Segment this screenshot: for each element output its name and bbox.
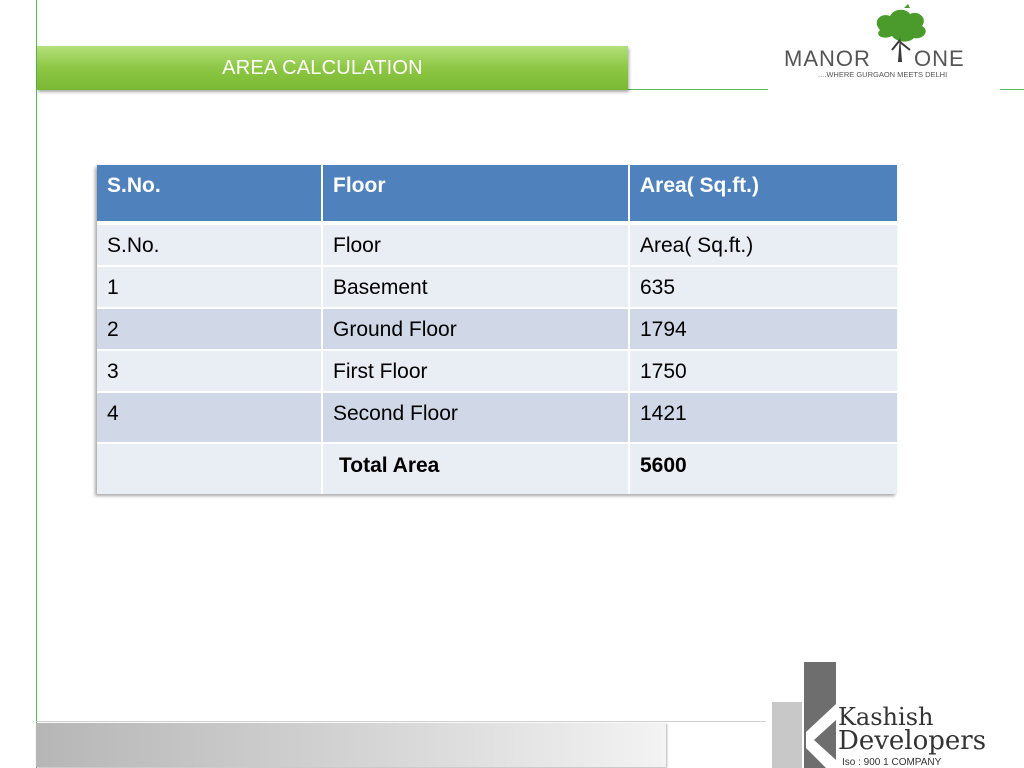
- cell-sno: S.No.: [97, 223, 322, 266]
- cell-sno: 2: [97, 308, 322, 350]
- cell-sno: 1: [97, 266, 322, 308]
- cell-sno: 4: [97, 392, 322, 443]
- one-text: ONE: [914, 46, 965, 71]
- cell-floor: First Floor: [322, 350, 629, 392]
- cell-area: 1421: [629, 392, 897, 443]
- cell-floor: Floor: [322, 223, 629, 266]
- table-row: [97, 350, 897, 392]
- header-area: Area( Sq.ft.): [629, 165, 897, 223]
- table-total-row: [97, 443, 897, 494]
- manor-one-logo: [768, 0, 1000, 90]
- slide-title: AREA CALCULATION: [222, 56, 423, 79]
- cell-total-value: 5600: [629, 443, 897, 494]
- table-row: [97, 266, 897, 308]
- manor-tagline: ....WHERE GURGAON MEETS DELHI: [818, 70, 948, 79]
- header-floor: Floor: [322, 165, 629, 223]
- cell-sno: 3: [97, 350, 322, 392]
- kashish-name: Kashish: [838, 703, 934, 731]
- area-table-wrapper: [97, 165, 897, 494]
- cell-floor: Ground Floor: [322, 308, 629, 350]
- table-row: [97, 308, 897, 350]
- cell-sno: [97, 443, 322, 494]
- cell-total-label: [322, 443, 629, 494]
- kashish-developers: Developers: [838, 726, 987, 756]
- left-green-rule: [36, 0, 37, 768]
- cell-floor: Basement: [322, 266, 629, 308]
- manor-text: MANOR: [784, 46, 871, 71]
- title-banner: [37, 46, 628, 90]
- kashish-iso: Iso : 900 1 COMPANY: [842, 757, 942, 768]
- cell-area: 635: [629, 266, 897, 308]
- area-calculation-table: [97, 165, 897, 494]
- header-sno: S.No.: [97, 165, 322, 223]
- bottom-gray-rule: [36, 721, 766, 722]
- tree-icon: [768, 0, 1000, 90]
- footer-banner: [36, 723, 666, 767]
- total-label: Total Area: [339, 454, 440, 477]
- cell-area: 1794: [629, 308, 897, 350]
- cell-area: 1750: [629, 350, 897, 392]
- table-header-row: [97, 165, 897, 223]
- cell-area: Area( Sq.ft.): [629, 223, 897, 266]
- table-row: [97, 223, 897, 266]
- cell-floor: Second Floor: [322, 392, 629, 443]
- table-row: [97, 392, 897, 443]
